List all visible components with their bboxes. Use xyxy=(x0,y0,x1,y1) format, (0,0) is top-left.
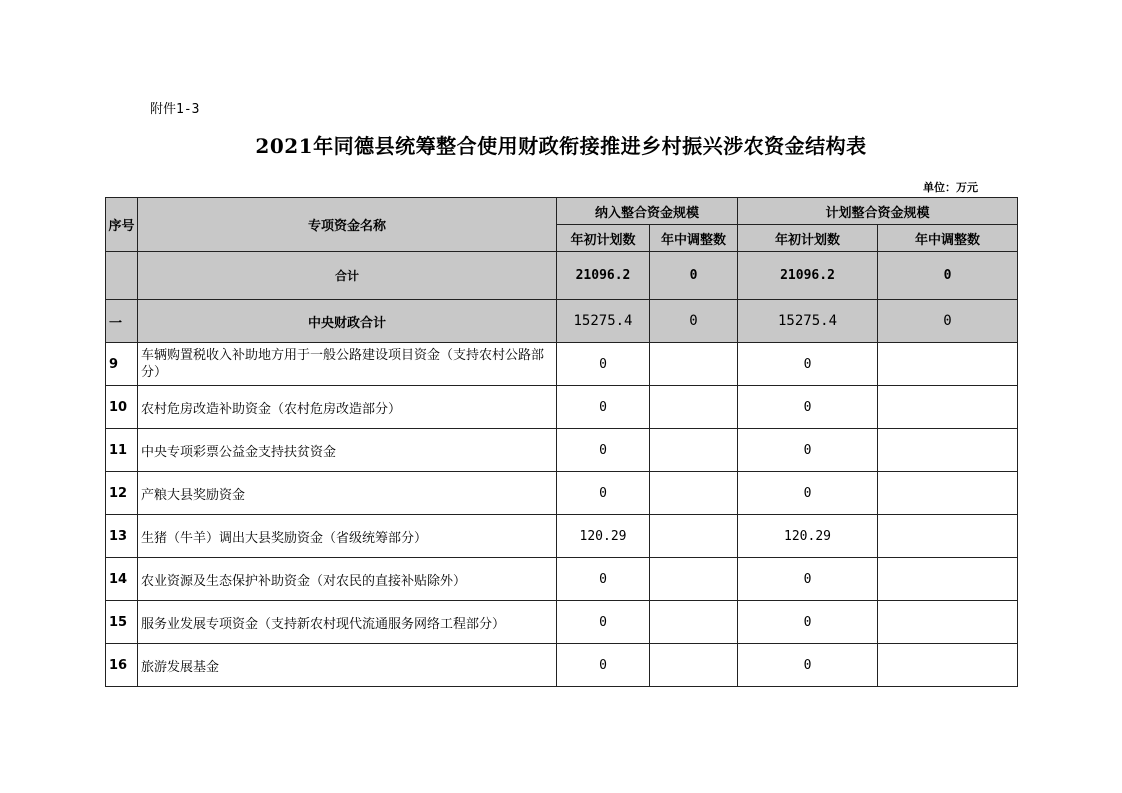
central-included-initial: 15275.4 xyxy=(557,300,650,343)
row-planned-initial: 0 xyxy=(738,558,878,601)
table-row xyxy=(106,558,1018,601)
header-group-planned: 计划整合资金规模 xyxy=(738,198,1018,225)
row-fund-name: 农业资源及生态保护补助资金（对农民的直接补贴除外） xyxy=(138,558,557,601)
row-planned-initial: 0 xyxy=(738,386,878,429)
table-row xyxy=(106,472,1018,515)
row-planned-mid xyxy=(878,515,1018,558)
row-fund-name: 服务业发展专项资金（支持新农村现代流通服务网络工程部分） xyxy=(138,601,557,644)
row-fund-name: 生猪（牛羊）调出大县奖励资金（省级统筹部分） xyxy=(138,515,557,558)
row-fund-name: 农村危房改造补助资金（农村危房改造部分） xyxy=(138,386,557,429)
total-label: 合计 xyxy=(138,252,557,300)
row-included-initial: 0 xyxy=(557,472,650,515)
header-index: 序号 xyxy=(106,198,138,252)
row-included-mid xyxy=(650,644,738,687)
row-planned-mid xyxy=(878,429,1018,472)
row-index: 13 xyxy=(106,515,138,558)
central-included-mid: 0 xyxy=(650,300,738,343)
row-included-mid xyxy=(650,558,738,601)
row-planned-mid xyxy=(878,386,1018,429)
table-row xyxy=(106,429,1018,472)
central-label: 中央财政合计 xyxy=(138,300,557,343)
row-planned-mid xyxy=(878,644,1018,687)
row-planned-initial: 0 xyxy=(738,429,878,472)
row-included-mid xyxy=(650,515,738,558)
row-index: 16 xyxy=(106,644,138,687)
central-planned-mid: 0 xyxy=(878,300,1018,343)
header-group-included: 纳入整合资金规模 xyxy=(557,198,738,225)
row-planned-initial: 0 xyxy=(738,472,878,515)
row-planned-mid xyxy=(878,601,1018,644)
total-planned-mid: 0 xyxy=(878,252,1018,300)
header-name: 专项资金名称 xyxy=(138,198,557,252)
total-row xyxy=(106,252,1018,300)
total-planned-initial: 21096.2 xyxy=(738,252,878,300)
table-row xyxy=(106,515,1018,558)
row-fund-name: 旅游发展基金 xyxy=(138,644,557,687)
table-row xyxy=(106,644,1018,687)
table-row xyxy=(106,601,1018,644)
row-planned-mid xyxy=(878,343,1018,386)
row-index: 10 xyxy=(106,386,138,429)
row-index: 14 xyxy=(106,558,138,601)
row-index: 9 xyxy=(106,343,138,386)
header-row-1 xyxy=(106,198,1018,225)
row-fund-name: 中央专项彩票公益金支持扶贫资金 xyxy=(138,429,557,472)
row-index: 12 xyxy=(106,472,138,515)
row-included-mid xyxy=(650,386,738,429)
row-included-mid xyxy=(650,601,738,644)
row-planned-initial: 120.29 xyxy=(738,515,878,558)
row-included-initial: 0 xyxy=(557,601,650,644)
header-included-initial: 年初计划数 xyxy=(557,225,650,252)
unit-label: 单位：万元 xyxy=(923,181,978,194)
header-included-mid: 年中调整数 xyxy=(650,225,738,252)
row-planned-mid xyxy=(878,472,1018,515)
row-included-initial: 0 xyxy=(557,558,650,601)
row-index: 11 xyxy=(106,429,138,472)
row-included-initial: 0 xyxy=(557,644,650,687)
table-row xyxy=(106,386,1018,429)
central-planned-initial: 15275.4 xyxy=(738,300,878,343)
total-included-initial: 21096.2 xyxy=(557,252,650,300)
row-included-mid xyxy=(650,343,738,386)
central-row xyxy=(106,300,1018,343)
attachment-label: 附件1-3 xyxy=(150,102,200,117)
header-planned-mid: 年中调整数 xyxy=(878,225,1018,252)
row-index: 15 xyxy=(106,601,138,644)
header-planned-initial: 年初计划数 xyxy=(738,225,878,252)
row-included-mid xyxy=(650,429,738,472)
row-planned-initial: 0 xyxy=(738,644,878,687)
total-index-cell xyxy=(106,252,138,300)
row-fund-name: 车辆购置税收入补助地方用于一般公路建设项目资金（支持农村公路部分） xyxy=(138,343,557,386)
row-included-mid xyxy=(650,472,738,515)
central-index: 一 xyxy=(106,300,138,343)
row-planned-mid xyxy=(878,558,1018,601)
row-included-initial: 0 xyxy=(557,429,650,472)
page-title: 2021年同德县统筹整合使用财政衔接推进乡村振兴涉农资金结构表 xyxy=(255,134,867,158)
row-planned-initial: 0 xyxy=(738,343,878,386)
row-fund-name: 产粮大县奖励资金 xyxy=(138,472,557,515)
table-row xyxy=(106,343,1018,386)
total-included-mid: 0 xyxy=(650,252,738,300)
row-included-initial: 120.29 xyxy=(557,515,650,558)
row-planned-initial: 0 xyxy=(738,601,878,644)
funds-table xyxy=(105,197,1018,687)
row-included-initial: 0 xyxy=(557,343,650,386)
row-included-initial: 0 xyxy=(557,386,650,429)
